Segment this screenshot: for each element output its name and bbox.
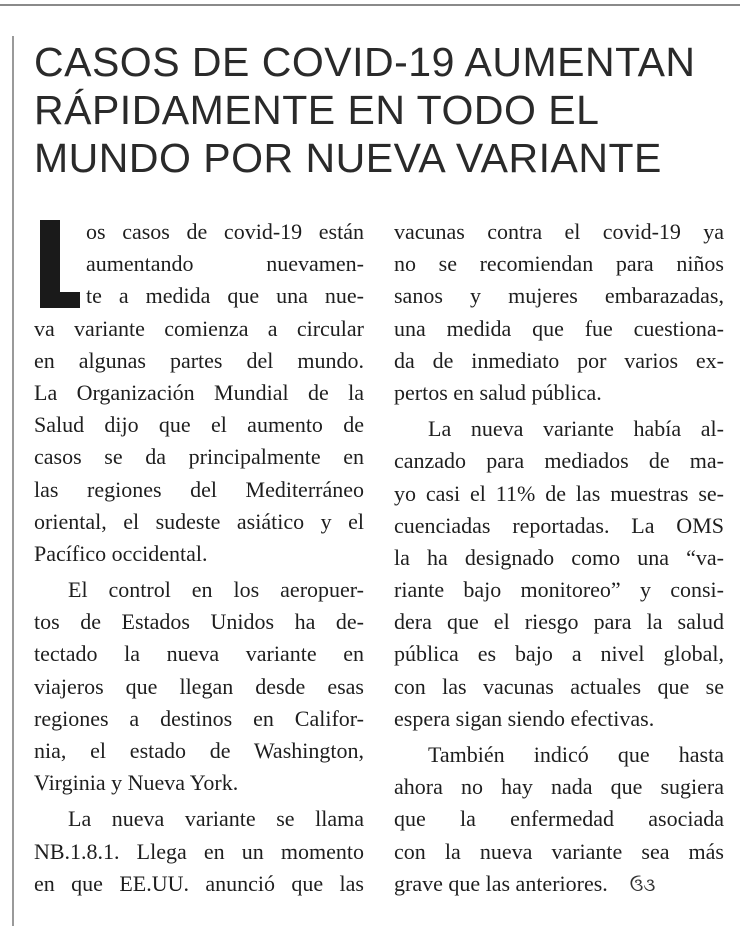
text-line: Pacífico occidental.: [34, 540, 208, 566]
text-line: vacunas contra el covid-19 ya: [394, 219, 724, 244]
text-line: espera sigan siendo efectivas.: [394, 705, 655, 731]
text-line: El control en los aeropuer-: [68, 577, 364, 603]
end-of-article-icon: ઉ૩: [629, 874, 656, 896]
top-rule: [0, 4, 740, 6]
text-line: cuenciadas reportadas. La OMS: [394, 512, 724, 538]
article-column-left: [34, 216, 364, 900]
text-line: regiones a destinos en Califor-: [34, 705, 364, 731]
text-line: con la nueva variante sea más: [394, 838, 724, 864]
text-line: grave que las anteriores.: [394, 870, 608, 896]
text-line-last: [394, 868, 724, 900]
article-column-right: [394, 216, 724, 900]
text-line: que la enfermedad asociada: [394, 806, 724, 832]
text-line: os casos de covid-19 están: [86, 219, 364, 244]
text-line: La Organización Mundial de la: [34, 379, 364, 405]
dropcap-letter: [34, 220, 80, 308]
text-line: pertos en salud pública.: [394, 379, 602, 405]
text-line: Virginia y Nueva York.: [34, 770, 239, 796]
text-line: con las vacunas actuales que se: [394, 673, 724, 699]
text-line: ahora no hay nada que sugiera: [394, 774, 724, 800]
headline-line: RÁPIDAMENTE EN TODO EL: [34, 87, 600, 133]
text-line: oriental, el sudeste asiático y el: [34, 508, 364, 534]
text-line: te a medida que una nue-: [86, 283, 364, 309]
text-line: nia, el estado de Washington,: [34, 738, 364, 763]
text-line: La nueva variante había al-: [428, 416, 724, 442]
text-line: viajeros que llegan desde esas: [34, 673, 364, 699]
text-line: una medida que fue cuestiona-: [394, 315, 724, 341]
text-line: la ha designado como una “va-: [394, 544, 724, 570]
text-line: en algunas partes del mundo.: [34, 347, 364, 373]
text-line: las regiones del Mediterráneo: [34, 476, 364, 502]
text-line: NB.1.8.1. Llega en un momento: [34, 838, 364, 864]
headline-line: MUNDO POR NUEVA VARIANTE: [34, 135, 662, 181]
text-line: riante bajo monitoreo” y consi-: [394, 577, 724, 603]
text-line: canzado para mediados de ma-: [394, 448, 724, 474]
column-rule: [12, 36, 14, 926]
text-line: dera que el riesgo para la salud: [394, 609, 724, 635]
text-line: Salud dijo que el aumento de: [34, 412, 364, 438]
text-line: pública es bajo a nivel global,: [394, 641, 724, 667]
text-line: en que EE.UU. anunció que las: [34, 870, 364, 896]
text-line: La nueva variante se llama: [68, 806, 364, 832]
text-line: yo casi el 11% de las muestras se-: [394, 480, 724, 506]
article-headline: [34, 38, 724, 182]
text-line: casos se da principalmente en: [34, 444, 364, 470]
text-line: sanos y mujeres embarazadas,: [394, 283, 724, 309]
text-line: va variante comienza a circular: [34, 315, 364, 341]
text-line: no se recomiendan para niños: [394, 251, 724, 277]
text-line: da de inmediato por varios ex-: [394, 347, 724, 373]
text-line: tectado la nueva variante en: [34, 641, 364, 667]
text-line: aumentando nuevamen-: [86, 251, 364, 277]
headline-line: CASOS DE COVID-19 AUMENTAN: [34, 39, 696, 85]
text-line: También indicó que hasta: [428, 742, 724, 767]
text-line: tos de Estados Unidos ha de-: [34, 609, 364, 635]
